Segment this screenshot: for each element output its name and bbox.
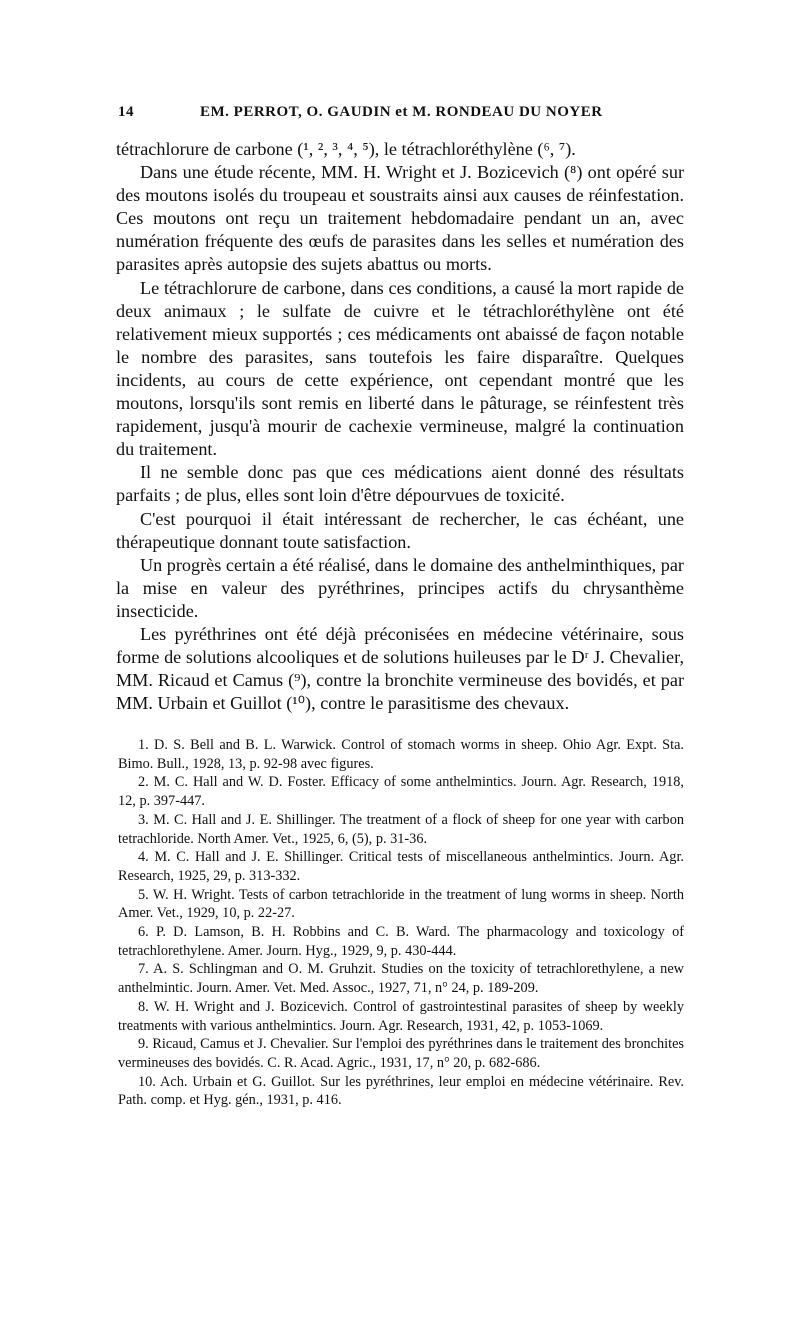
paragraph: Un progrès certain a été réalisé, dans le domaine des anthelminthiques, par la mise en valeur des pyréthrines, principes actifs du chrysanthème insecticide.: [116, 554, 684, 621]
paragraph: Dans une étude récente, MM. H. Wright et J. Bozicevich (⁸) ont opéré sur des moutons isolés du troupeau et soustraits ainsi aux causes de réinfestation. Ces moutons ont reçu un traitement hebdomadaire pendant un an, avec numération fréquente des œufs de parasites dans les selles et numération des parasites après autopsie des sujets abattus ou morts.: [116, 162, 684, 275]
footnote: 3. M. C. Hall and J. E. Shillinger. The treatment of a flock of sheep for one year with carbon tetrachloride. North Amer. Vet., 1925, 6, (5), p. 31-36.: [118, 811, 684, 847]
paragraph: C'est pourquoi il était intéressant de rechercher, le cas échéant, une thérapeutique donnant toute satisfaction.: [116, 508, 684, 552]
running-header: [118, 104, 678, 128]
paragraph: Les pyréthrines ont été déjà préconisées en médecine vétérinaire, sous forme de solutions alcooliques et de solutions huileuses par le Dʳ J. Chevalier, MM. Ricaud et Camus (⁹), contre la bronchite vermineuse des bovidés, et par MM. Urbain et Guillot (¹⁰), contre le parasitisme des chevaux.: [116, 623, 684, 714]
page-number: 14: [118, 104, 134, 120]
paragraph: tétrachlorure de carbone (¹, ², ³, ⁴, ⁵), le tétrachloréthylène (⁶, ⁷).: [116, 139, 576, 159]
footnote: 10. Ach. Urbain et G. Guillot. Sur les pyréthrines, leur emploi en médecine vétérinaire. Rev. Path. comp. et Hyg. gén., 1931, p. 416.: [118, 1073, 684, 1109]
paragraph: Le tétrachlorure de carbone, dans ces conditions, a causé la mort rapide de deux animaux ; le sulfate de cuivre et le tétrachloréthylène ont été relativement mieux supportés ; ces médicaments ont abaissé de façon notable le nombre des parasites, sans toutefois les faire disparaître. Quelques incidents, au cours de cette expérience, ont cependant montré que les moutons, lorsqu'ils sont remis en liberté dans le pâturage, se réinfestent très rapidement, jusqu'à mourir de cachexie vermineuse, malgré la continuation du traitement.: [116, 277, 684, 460]
footnote: 6. P. D. Lamson, B. H. Robbins and C. B. Ward. The pharmacology and toxicology of tetrachlorethylene. Amer. Journ. Hyg., 1929, 9, p. 430-444.: [118, 924, 684, 959]
footnote: 2. M. C. Hall and W. D. Foster. Efficacy of some anthelmintics. Journ. Agr. Research, 1918, 12, p. 397-447.: [118, 774, 684, 810]
footnote: 7. A. S. Schlingman and O. M. Gruhzit. Studies on the toxicity of tetrachlorethylene, a new anthelmintic. Journ. Amer. Vet. Med. Assoc., 1927, 71, n° 24, p. 189-209.: [118, 961, 684, 997]
footnote: 8. W. H. Wright and J. Bozicevich. Control of gastrointestinal parasites of sheep by weekly treatments with various anthelmintics. Journ. Agr. Research, 1931, 42, p. 1053-1069.: [118, 998, 684, 1034]
running-title: EM. PERROT, O. GAUDIN et M. RONDEAU DU NOYER: [200, 104, 603, 120]
main-text: [116, 138, 684, 715]
footnotes: [118, 736, 684, 1110]
footnote: 4. M. C. Hall and J. E. Shillinger. Critical tests of miscellaneous anthelmintics. Journ. Agr. Research, 1925, 29, p. 313-332.: [118, 849, 684, 884]
footnote: 9. Ricaud, Camus et J. Chevalier. Sur l'emploi des pyréthrines dans le traitement des bronchites vermineuses des bovidés. C. R. Acad. Agric., 1931, 17, n° 20, p. 682-686.: [118, 1036, 684, 1071]
footnote: 5. W. H. Wright. Tests of carbon tetrachloride in the treatment of lung worms in sheep. North Amer. Vet., 1929, 10, p. 22-27.: [118, 886, 684, 922]
footnote: 1. D. S. Bell and B. L. Warwick. Control of stomach worms in sheep. Ohio Agr. Expt. Sta. Bimo. Bull., 1928, 13, p. 92-98 avec figures.: [118, 737, 684, 772]
paragraph: Il ne semble donc pas que ces médications aient donné des résultats parfaits ; de plus, elles sont loin d'être dépourvues de toxicité.: [116, 462, 684, 506]
